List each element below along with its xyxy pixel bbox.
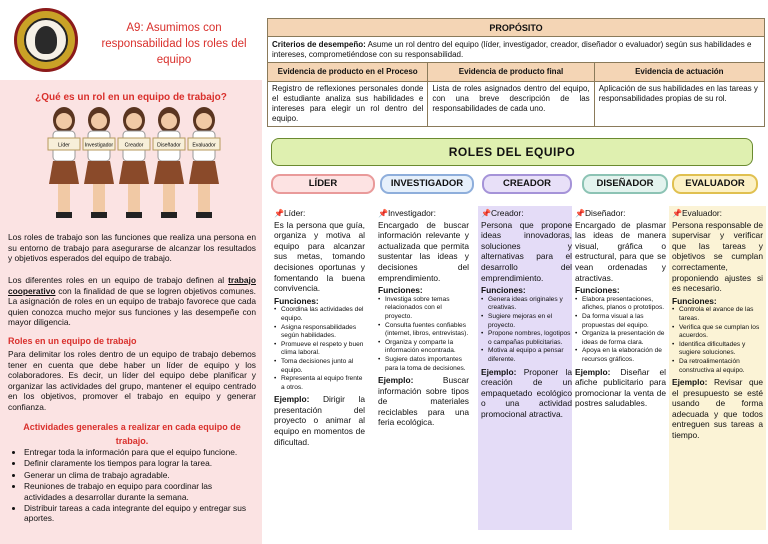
role-description: Persona que propone ideas innovadoras, soluciones y alternativas para el desarrollo del emprendimiento.: [481, 219, 572, 283]
list-item: • Toma decisiones junto al equipo.: [274, 358, 365, 375]
role-heading: 📌Investigador:: [378, 208, 436, 218]
role-column-1: [375, 206, 472, 530]
table-cell: Lista de roles asignados dentro del equipo, con una breve descripción de las responsabilidades de cada uno.: [428, 82, 594, 126]
list-item: • Promueve el respeto y buen clima laboral.: [274, 341, 365, 358]
student-figure: [153, 107, 185, 218]
functions-list: [481, 296, 572, 365]
student-figure: [48, 107, 80, 218]
paragraph-3: Para delimitar los roles dentro de un equipo de trabajo debemos tener en cuenta que debe haber un líder de equipo y los colaboradores. Es decir, un líder del equipo debe planificar y organizar las actividades del grupo, mantener el equipo centrado en los objetivos, promover el trabajo en equipo y generar confianza.: [8, 349, 256, 412]
list-item: • Da forma visual a las propuestas del equipo.: [575, 313, 666, 330]
page-title: A9: Asumimos con responsabilidad los roles del equipo: [101, 22, 247, 66]
list-item: • Entregar toda la información para que el equipo funcione.: [24, 447, 256, 457]
left-panel: [0, 0, 262, 544]
header: [0, 0, 262, 80]
role-pill-4: EVALUADOR: [672, 174, 758, 194]
list-item: • Propone nombres, logotipos o campañas publicitarias.: [481, 330, 572, 347]
subtitle-activities: Actividades generales a realizar en cada equipo de trabajo.: [23, 422, 241, 446]
list-item: • Distribuir tareas a cada integrante del equipo y entregar sus aportes.: [24, 503, 256, 524]
list-item: • Consulta fuentes confiables (internet, libros, entrevistas).: [378, 322, 469, 339]
list-item: • Definir claramente los tiempos para lograr la tarea.: [24, 458, 256, 468]
list-item: • Motiva al equipo a pensar diferente.: [481, 347, 572, 364]
role-heading: 📌Creador:: [481, 208, 524, 218]
student-figure: [83, 107, 115, 218]
purpose-table: [267, 18, 765, 127]
table-header: Evidencia de producto final: [428, 63, 594, 81]
paragraph-1: Los roles de trabajo son las funciones que realiza una persona en su entorno de trabajo para asegurarse de alcanzar los resultados y objetivos esperados del equipo de trabajo.: [8, 232, 256, 263]
functions-list: [378, 296, 469, 373]
list-item: • Coordina las actividades del equipo.: [274, 306, 365, 323]
pin-icon: 📌: [672, 209, 682, 218]
table-title: PROPÓSITO: [268, 19, 764, 37]
functions-label: Funciones:: [274, 295, 319, 306]
table-cell: Aplicación de sus habilidades en las tareas y responsabilidades propias de su rol.: [598, 84, 758, 103]
list-item: • Organiza y comparte la información encontrada.: [378, 339, 469, 356]
functions-label: Funciones:: [672, 295, 717, 306]
paragraph-2: Los diferentes roles en un equipo de trabajo definen al trabajo cooperativo con la finalidad de que se logren objetivos comunes. La asignación de roles en un equipo de trabajo favorece que cada quien conozca mucho mejor sus funciones y las desempeñe con mayor diligencia.: [8, 275, 256, 327]
role-example: Ejemplo: Buscar información sobre tipos de materiales reciclables para una feria ecológica.: [378, 375, 469, 428]
activities-list: [14, 447, 256, 525]
functions-label: Funciones:: [575, 285, 620, 296]
list-item: • Sugiere datos importantes para la toma de decisiones.: [378, 356, 469, 373]
role-column-2: [478, 206, 575, 530]
role-pill-2: CREADOR: [482, 174, 572, 194]
list-item: • Generar un clima de trabajo agradable.: [24, 470, 256, 480]
list-item: • Reuniones de trabajo en equipo para coordinar las actividades a desarrollar durante la semana.: [24, 481, 256, 502]
role-example: Ejemplo: Revisar que el presupuesto se esté usando de forma adecuada y que todos entreguen sus tareas a tiempo.: [672, 377, 763, 441]
table-header-row: [268, 63, 764, 82]
table-header: Evidencia de producto en el Proceso: [268, 63, 428, 81]
student-figure: [118, 107, 150, 218]
table-cell: Registro de reflexiones personales donde el estudiante analiza sus habilidades e intereses para elegir un rol dentro del equipo.: [268, 82, 428, 126]
question-title: ¿Qué es un rol en un equipo de trabajo?: [35, 92, 227, 103]
list-item: • Organiza la presentación de ideas de forma clara.: [575, 330, 666, 347]
role-pill-3: DISEÑADOR: [582, 174, 668, 194]
pin-icon: 📌: [274, 209, 284, 218]
functions-list: [274, 306, 365, 392]
functions-label: Funciones:: [378, 285, 423, 296]
role-pill-1: INVESTIGADOR: [380, 174, 474, 194]
role-column-0: [271, 206, 368, 530]
functions-list: [672, 306, 763, 375]
pin-icon: 📌: [575, 209, 585, 218]
student-figure: [188, 107, 220, 218]
subtitle-roles: Roles en un equipo de trabajo: [8, 336, 137, 346]
role-heading: 📌Líder:: [274, 208, 306, 218]
pin-icon: 📌: [481, 209, 491, 218]
roles-title: ROLES DEL EQUIPO: [271, 138, 753, 166]
role-description: Encargado de buscar información relevante y actualizada que permita sustentar las ideas y decisiones del emprendimiento.: [378, 219, 469, 283]
role-description: Persona responsable de supervisar y verificar que las tareas y objetivos se cumplan correctamente, proponiendo ajustes si es necesario.: [672, 219, 763, 294]
table-row: [268, 82, 764, 126]
functions-list: [575, 296, 666, 365]
list-item: • Genera ideas originales y creativas.: [481, 296, 572, 313]
criteria-row: Criterios de desempeño: Asume un rol dentro del equipo (líder, investigador, creador, diseñador o evaluador) según sus habilidades e intereses, comprometiéndose con su responsabilidad.: [268, 37, 764, 63]
list-item: • Elabora presentaciones, afiches, planos o prototipos.: [575, 296, 666, 313]
role-column-4: [669, 206, 766, 530]
list-item: • Sugiere mejoras en el proyecto.: [481, 313, 572, 330]
student-label: Líder: [58, 142, 70, 149]
pin-icon: 📌: [378, 209, 388, 218]
role-heading: 📌Evaluador:: [672, 208, 723, 218]
role-description: Encargado de plasmar las ideas de manera visual, gráfica o estructural, para que se vean ordenadas y atractivas.: [575, 219, 666, 283]
role-example: Ejemplo: Diseñar el afiche publicitario para promocionar la venta de postres saludables.: [575, 366, 666, 409]
role-example: Ejemplo: Dirigir la presentación del proyecto o animar al equipo en momentos de dificultad.: [274, 394, 365, 447]
school-logo: [14, 8, 78, 72]
role-pill-0: LÍDER: [271, 174, 375, 194]
student-label: Creador: [124, 142, 144, 149]
list-item: • Da retroalimentación constructiva al equipo.: [672, 358, 763, 375]
student-label: Diseñador: [157, 142, 181, 149]
role-column-3: [572, 206, 669, 530]
role-example: Ejemplo: Proponer la creación de un empaquetado ecológico o una actividad promocional atractiva.: [481, 366, 572, 419]
list-item: • Verifica que se cumplan los acuerdos.: [672, 324, 763, 341]
list-item: • Apoya en la elaboración de recursos gráficos.: [575, 347, 666, 364]
list-item: • Representa al equipo frente a otros.: [274, 375, 365, 392]
table-header: Evidencia de actuación: [595, 63, 764, 81]
list-item: • Controla el avance de las tareas.: [672, 306, 763, 323]
student-label: Investigador: [84, 142, 114, 149]
list-item: • Identifica dificultades y sugiere soluciones.: [672, 341, 763, 358]
student-label: Evaluador: [192, 142, 216, 149]
functions-label: Funciones:: [481, 285, 526, 296]
list-item: • Investiga sobre temas relacionados con el proyecto.: [378, 296, 469, 322]
role-description: Es la persona que guía, organiza y motiva al equipo para alcanzar sus metas, tomando decisiones oportunas y fomentando la buena convivencia.: [274, 219, 365, 294]
students-illustration: [44, 104, 224, 224]
list-item: • Asigna responsabilidades según habilidades.: [274, 324, 365, 341]
role-heading: 📌Diseñador:: [575, 208, 626, 218]
